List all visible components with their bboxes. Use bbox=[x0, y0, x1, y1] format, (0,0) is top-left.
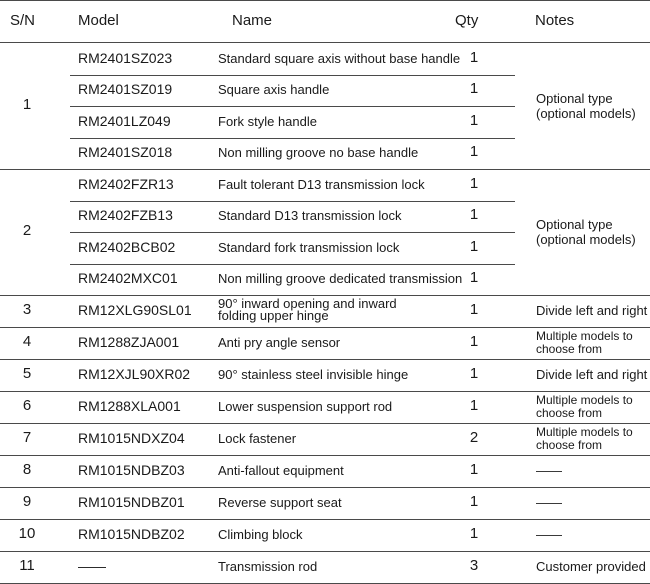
model-cell: —— bbox=[78, 558, 106, 574]
name-cell: Reverse support seat bbox=[218, 495, 342, 510]
model-cell: RM2401SZ023 bbox=[78, 49, 173, 66]
header-qty: Qty bbox=[455, 12, 479, 29]
notes-cell: Multiple models to choose from bbox=[536, 393, 633, 420]
sn-cell: 2 bbox=[22, 222, 32, 239]
qty-cell: 1 bbox=[469, 237, 479, 255]
model-cell: RM1015NDBZ01 bbox=[78, 494, 185, 510]
qty-cell: 1 bbox=[469, 525, 479, 542]
name-cell: Anti-fallout equipment bbox=[218, 463, 344, 478]
name-cell: Fault tolerant D13 transmission lock bbox=[218, 176, 425, 192]
sn-cell: 10 bbox=[18, 525, 36, 542]
qty-cell: 1 bbox=[469, 493, 479, 510]
sn-cell: 7 bbox=[22, 429, 32, 446]
notes-cell: Customer provided bbox=[536, 559, 646, 574]
row-divider bbox=[0, 169, 650, 170]
notes-cell: —— bbox=[536, 527, 562, 542]
model-cell: RM2402FZR13 bbox=[78, 175, 174, 192]
name-cell: 90° inward opening and inward folding upper hinge bbox=[218, 296, 397, 323]
sn-cell: 5 bbox=[22, 365, 32, 382]
row-divider bbox=[70, 264, 515, 265]
name-cell: Square axis handle bbox=[218, 82, 330, 98]
notes-cell: Multiple models to choose from bbox=[536, 425, 633, 452]
qty-cell: 1 bbox=[469, 111, 479, 129]
row-divider bbox=[0, 423, 650, 424]
row-divider bbox=[70, 75, 515, 76]
qty-cell: 3 bbox=[469, 557, 479, 574]
qty-cell: 1 bbox=[469, 143, 479, 161]
name-cell: 90° stainless steel invisible hinge bbox=[218, 367, 409, 382]
sn-cell: 8 bbox=[22, 461, 32, 478]
model-cell: RM2401SZ018 bbox=[78, 144, 173, 161]
sn-cell: 9 bbox=[22, 493, 32, 510]
model-cell: RM12XLG90SL01 bbox=[78, 302, 192, 318]
row-divider bbox=[70, 232, 515, 233]
name-cell: Standard fork transmission lock bbox=[218, 239, 400, 255]
name-cell: Transmission rod bbox=[218, 559, 318, 574]
sn-cell: 3 bbox=[22, 301, 32, 318]
header-notes: Notes bbox=[535, 12, 575, 29]
model-cell: RM1015NDBZ03 bbox=[78, 462, 185, 478]
row-divider bbox=[0, 327, 650, 328]
name-cell: Lock fastener bbox=[218, 431, 297, 446]
model-cell: RM2401SZ019 bbox=[78, 81, 173, 98]
qty-cell: 1 bbox=[469, 80, 479, 98]
notes-cell: —— bbox=[536, 495, 562, 510]
model-cell: RM1288XLA001 bbox=[78, 398, 181, 414]
header-sn: S/N bbox=[10, 12, 36, 29]
qty-cell: 1 bbox=[469, 333, 479, 350]
row-divider bbox=[0, 359, 650, 360]
row-divider bbox=[0, 0, 650, 1]
name-cell: Non milling groove dedicated transmission bbox=[218, 271, 463, 287]
row-divider bbox=[0, 455, 650, 456]
qty-cell: 1 bbox=[469, 301, 479, 318]
model-cell: RM1288ZJA001 bbox=[78, 334, 180, 350]
model-cell: RM2401LZ049 bbox=[78, 112, 171, 129]
name-cell: Climbing block bbox=[218, 527, 303, 542]
row-divider bbox=[0, 519, 650, 520]
notes-cell: Multiple models to choose from bbox=[536, 329, 633, 356]
row-divider bbox=[70, 138, 515, 139]
name-cell: Standard square axis without base handle bbox=[218, 50, 461, 66]
model-cell: RM2402BCB02 bbox=[78, 238, 176, 255]
sn-cell: 11 bbox=[19, 557, 35, 574]
row-divider bbox=[70, 201, 515, 202]
row-divider bbox=[0, 42, 650, 43]
qty-cell: 1 bbox=[469, 461, 479, 478]
row-divider bbox=[70, 106, 515, 107]
row-divider bbox=[0, 551, 650, 552]
model-cell: RM1015NDBZ02 bbox=[78, 526, 185, 542]
qty-cell: 1 bbox=[469, 397, 479, 414]
row-divider bbox=[0, 487, 650, 488]
model-cell: RM2402MXC01 bbox=[78, 270, 178, 287]
qty-cell: 1 bbox=[469, 269, 479, 287]
qty-cell: 1 bbox=[469, 48, 479, 66]
notes-cell: Divide left and right bbox=[536, 303, 648, 318]
notes-cell: Optional type (optional models) bbox=[536, 217, 636, 247]
header-name: Name bbox=[232, 12, 273, 29]
name-cell: Fork style handle bbox=[218, 113, 317, 129]
name-cell: Lower suspension support rod bbox=[218, 399, 393, 414]
model-cell: RM1015NDXZ04 bbox=[78, 430, 185, 446]
sn-cell: 4 bbox=[22, 333, 32, 350]
qty-cell: 1 bbox=[469, 365, 479, 382]
notes-cell: —— bbox=[536, 463, 562, 478]
header-model: Model bbox=[78, 12, 119, 29]
row-divider bbox=[0, 391, 650, 392]
name-cell: Standard D13 transmission lock bbox=[218, 208, 402, 224]
model-cell: RM2402FZB13 bbox=[78, 207, 173, 224]
notes-cell: Divide left and right bbox=[536, 367, 648, 382]
qty-cell: 1 bbox=[469, 206, 479, 224]
model-cell: RM12XJL90XR02 bbox=[78, 366, 191, 382]
qty-cell: 2 bbox=[469, 429, 479, 446]
name-cell: Non milling groove no base handle bbox=[218, 145, 419, 161]
sn-cell: 6 bbox=[22, 397, 32, 414]
qty-cell: 1 bbox=[469, 174, 479, 192]
sn-cell: 1 bbox=[22, 96, 32, 113]
name-cell: Anti pry angle sensor bbox=[218, 335, 341, 350]
notes-cell: Optional type (optional models) bbox=[536, 91, 636, 121]
